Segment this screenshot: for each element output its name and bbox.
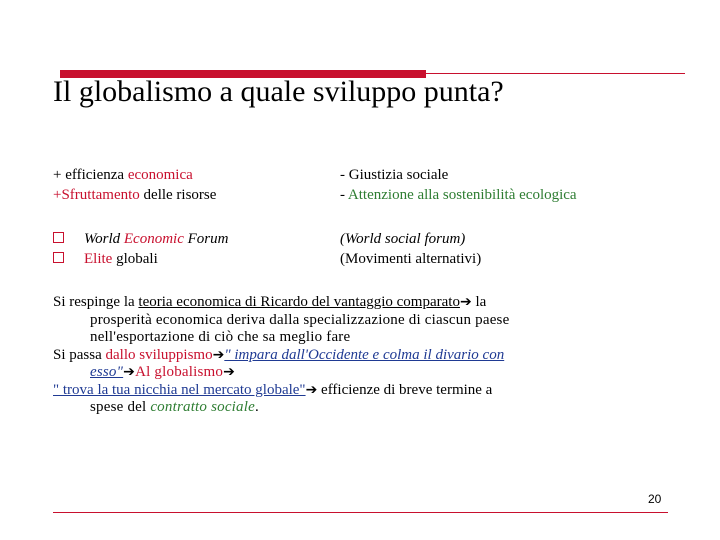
left-bullet-list (53, 229, 228, 269)
footer-line (53, 512, 668, 513)
arrow-right-icon: ➔ (212, 346, 225, 363)
justice-text: - Giustizia sociale (340, 167, 449, 183)
right-top-text (340, 165, 577, 205)
arrow-right-icon: ➔ (223, 364, 236, 380)
economica-text: economica (127, 167, 193, 183)
dash-text: - (340, 187, 348, 203)
left-top-text (53, 165, 216, 205)
world-social-forum-text: (World social forum) (340, 231, 466, 247)
esso-link[interactable]: esso" (90, 364, 124, 380)
square-bullet-icon (53, 252, 64, 263)
sustainability-text: Attenzione alla sostenibilità ecologica (347, 187, 577, 203)
main-paragraph: Si respinge la teoria economica di Ricardo del vantaggio comparato➔ la prosperità economica deriva dalla specializzazione di ciascun paese nell'esportazione di ciò che sa meglio fare Si passa dallo sviluppismo➔" impara dall'Occidente e colma il divario con esso"➔Al globalismo➔ " trova la tua nicchia nel mercato globale"➔ efficienze di breve termine a spese del contratto sociale. (53, 294, 510, 415)
arrow-right-icon: ➔ (459, 294, 472, 310)
square-bullet-icon (53, 232, 64, 243)
page-number: 20 (648, 492, 662, 506)
movimenti-text: (Movimenti alternativi) (340, 251, 482, 267)
title-accent-line (426, 73, 685, 74)
efficiency-text: + efficienza (53, 167, 128, 183)
bullet-item-wef: World Economic Forum (53, 229, 228, 249)
resources-text: delle risorse (139, 187, 217, 203)
ricardo-link[interactable]: teoria economica di Ricardo del vantaggio comparato (138, 294, 460, 310)
arrow-right-icon: ➔ (123, 364, 136, 380)
sfruttamento-text: +Sfruttamento (53, 187, 140, 203)
slide-title: Il globalismo a quale sviluppo punta? (53, 75, 504, 108)
bullet-item-elite: Elite globali (53, 249, 228, 269)
right-bullet-list (340, 229, 481, 269)
nicchia-link[interactable]: " trova la tua nicchia nel mercato globale" (53, 381, 306, 398)
arrow-right-icon: ➔ (305, 381, 318, 398)
impara-link[interactable]: " impara dall'Occidente e colma il divario con (224, 346, 505, 363)
